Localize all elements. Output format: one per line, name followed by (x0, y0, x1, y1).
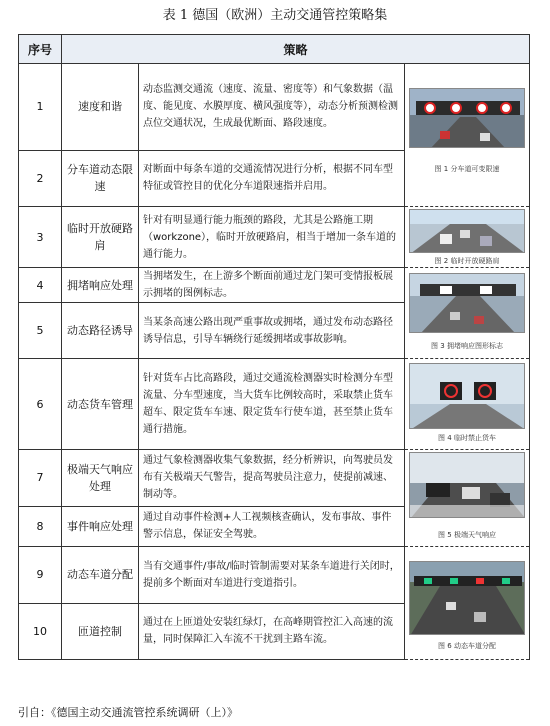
strategy-table (18, 34, 530, 660)
row-name: 事件响应处理 (62, 506, 139, 546)
figure-cell (405, 207, 530, 268)
figure-cell (405, 359, 530, 450)
row-desc: 当某条高速公路出现严重事故或拥堵，通过发布动态路径诱导信息，引导车辆绕行延缓拥堵或事故影响。 (139, 303, 405, 359)
row-name: 分车道动态限速 (62, 150, 139, 206)
row-name: 匝道控制 (62, 603, 139, 660)
row-name: 速度和谐 (62, 64, 139, 151)
header-strategy: 策略 (62, 35, 530, 64)
row-desc: 通过气象检测器收集气象数据，经分析辨识，向驾驶员发布有关极端天气警告，提高驾驶员注意力，使提前减速、制动等。 (139, 450, 405, 507)
row-num: 5 (19, 303, 62, 359)
row-desc: 通过自动事件检测+人工视频核查确认，发布事故、事件警示信息，保证安全驾驶。 (139, 506, 405, 546)
row-desc: 动态监测交通流（速度、流量、密度等）和气象数据（温度、能见度、水膜厚度、横风强度等），动态分析预测检测点位交通状况，生成最优断面、路段速度。 (139, 64, 405, 151)
figure-cell (405, 268, 530, 359)
table-row (19, 207, 530, 268)
photo-hard-shoulder (409, 209, 525, 253)
caption-fig4: 图 4 临时禁止货车 (438, 434, 496, 442)
figure-cell (405, 547, 530, 660)
caption-fig1: 图 1 分车道可变限速 (434, 165, 500, 173)
row-name: 动态路径诱导 (62, 303, 139, 359)
row-name: 动态货车管理 (62, 359, 139, 450)
row-num: 4 (19, 268, 62, 303)
photo-congestion-sign (409, 273, 525, 333)
row-desc: 针对有明显通行能力瓶颈的路段，尤其是公路施工期（workzone），临时开放硬路肩，相当于增加一条车道的通行能力。 (139, 207, 405, 268)
row-desc: 对断面中每条车道的交通流情况进行分析，根据不同车型特征或管控目的优化分车道限速指并启用。 (139, 150, 405, 206)
row-num: 3 (19, 207, 62, 268)
table-row (19, 359, 530, 450)
figure-cell (405, 450, 530, 547)
figure-cell (405, 64, 530, 207)
caption-fig3: 图 3 拥堵响应图形标志 (431, 342, 503, 350)
table-title: 表 1 德国（欧洲）主动交通管控策略集 (162, 8, 388, 23)
table-row (19, 268, 530, 303)
row-num: 10 (19, 603, 62, 660)
table-row (19, 64, 530, 151)
row-name: 动态车道分配 (62, 547, 139, 604)
row-name: 拥堵响应处理 (62, 268, 139, 303)
photo-variable-speed (409, 88, 525, 148)
row-name: 极端天气响应处理 (62, 450, 139, 507)
row-desc: 当拥堵发生，在上游多个断面前通过龙门架可变情报板展示拥堵的图例标志。 (139, 268, 405, 303)
table-row (19, 450, 530, 507)
caption-fig5: 图 5 极端天气响应 (438, 531, 496, 539)
row-num: 8 (19, 506, 62, 546)
source-citation: 引自：《德国主动交通流管控系统调研（上）》 (18, 706, 238, 719)
photo-truck-ban (409, 363, 525, 429)
header-num: 序号 (19, 35, 62, 64)
row-num: 7 (19, 450, 62, 507)
caption-fig6: 图 6 动态车道分配 (438, 642, 496, 650)
row-num: 1 (19, 64, 62, 151)
row-num: 2 (19, 150, 62, 206)
row-num: 9 (19, 547, 62, 604)
row-name: 临时开放硬路肩 (62, 207, 139, 268)
row-desc: 当有交通事件/事故/临时管制需要对某条车道进行关闭时，提前多个断面对车道进行变道指引。 (139, 547, 405, 604)
photo-lane-allocation (409, 561, 525, 635)
caption-fig2: 图 2 临时开放硬路肩 (434, 257, 500, 265)
row-num: 6 (19, 359, 62, 450)
photo-extreme-weather (409, 452, 525, 518)
table-row (19, 547, 530, 604)
table-header-row (19, 35, 530, 64)
row-desc: 通过在上匝道处安装红绿灯，在高峰期管控汇入高速的流量，同时保障汇入车流不干扰到主路车流。 (139, 603, 405, 660)
row-desc: 针对货车占比高路段，通过交通流检测器实时检测分车型流量、分车型速度，当大货车比例较高时，采取禁止货车超车、限定货车车速、限定货车行使车道，甚至禁止货车通行措施。 (139, 359, 405, 450)
